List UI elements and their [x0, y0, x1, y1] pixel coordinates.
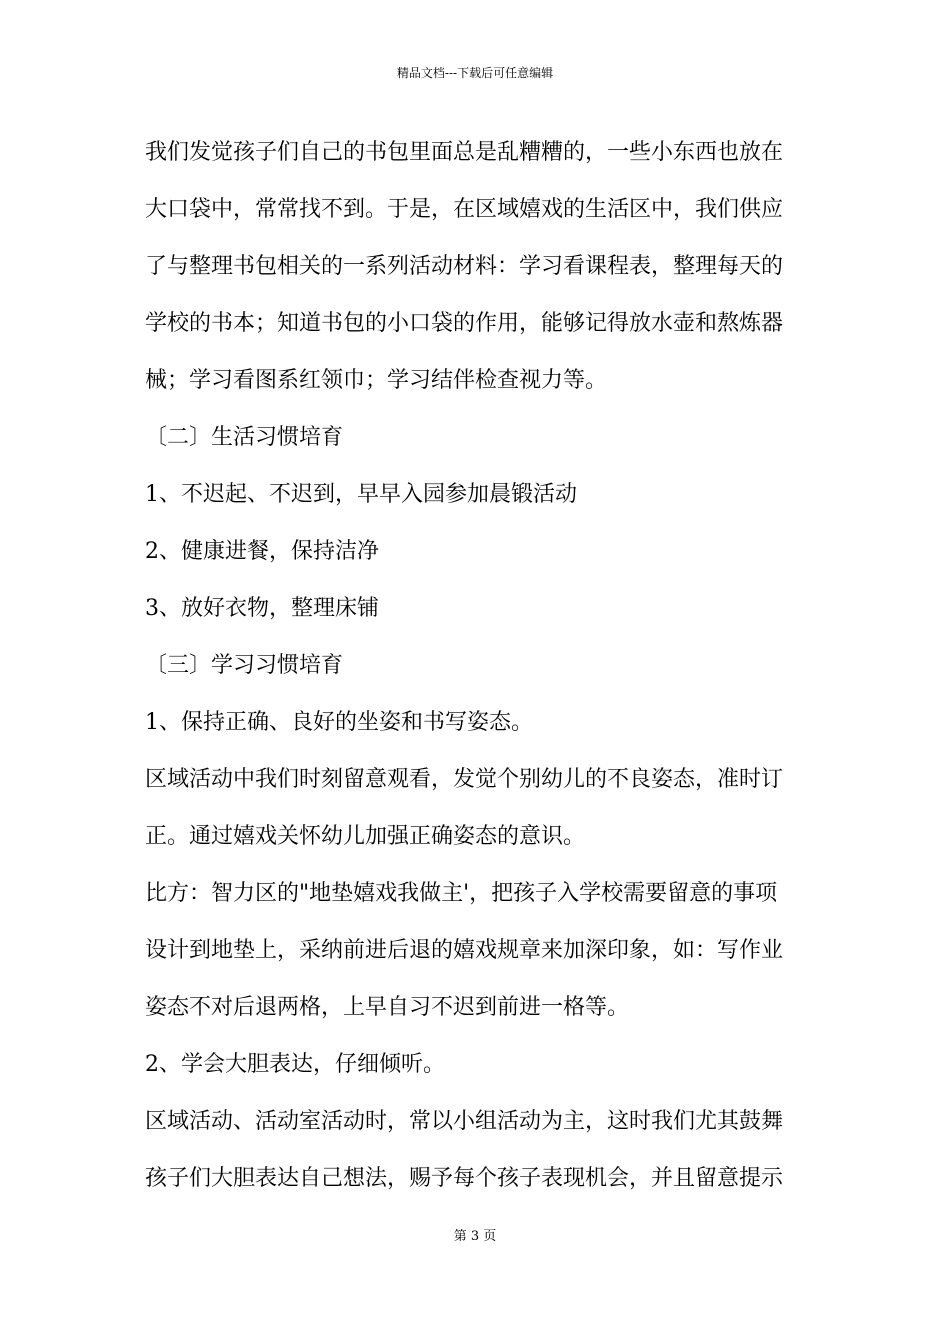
- section-heading: 〔三〕学习习惯培育: [145, 653, 344, 678]
- text-line: 区域活动中我们时刻留意观看，发觉个别幼儿的不良姿态，准时订: [145, 767, 784, 792]
- list-item: 2、健康进餐，保持洁净: [145, 539, 379, 564]
- text-line: 大口袋中，常常找不到。于是，在区域嬉戏的生活区中，我们供应: [145, 197, 784, 222]
- text-line: 姿态不对后退两格，上早自习不迟到前进一格等。: [145, 995, 630, 1020]
- text-line: 械；学习看图系红领巾；学习结伴检查视力等。: [145, 368, 608, 393]
- document-body: [145, 132, 815, 1215]
- page-number: 第 3 页: [453, 1229, 497, 1244]
- section-heading: 〔二〕生活习惯培育: [145, 425, 344, 450]
- list-item: 1、保持正确、良好的坐姿和书写姿态。: [145, 710, 533, 735]
- text-line: 学校的书本；知道书包的小口袋的作用，能够记得放水壶和熬炼器: [145, 311, 784, 336]
- text-line: 比方：智力区的"地垫嬉戏我做主'，把孩子入学校需要留意的事项: [145, 881, 778, 906]
- text-line: 孩子们大胆表达自己想法，赐予每个孩子表现机会，并且留意提示: [145, 1166, 784, 1191]
- text-line: 区域活动、活动室活动时，常以小组活动为主，这时我们尤其鼓舞: [145, 1109, 784, 1134]
- list-item: 3、放好衣物，整理床铺: [145, 596, 379, 621]
- text-line: 设计到地垫上，采纳前进后退的嬉戏规章来加深印象，如：写作业: [145, 938, 784, 963]
- list-item: 2、学会大胆表达，仔细倾听。: [145, 1052, 445, 1077]
- text-line: 正。通过嬉戏关怀幼儿加强正确姿态的意识。: [145, 824, 586, 849]
- text-line: 了与整理书包相关的一系列活动材料：学习看课程表，整理每天的: [145, 254, 784, 279]
- page-header: 精品文档---下载后可任意编辑: [396, 66, 554, 80]
- text-line: 我们发觉孩子们自己的书包里面总是乱糟糟的，一些小东西也放在: [145, 140, 784, 165]
- list-item: 1、不迟起、不迟到，早早入园参加晨锻活动: [145, 482, 577, 507]
